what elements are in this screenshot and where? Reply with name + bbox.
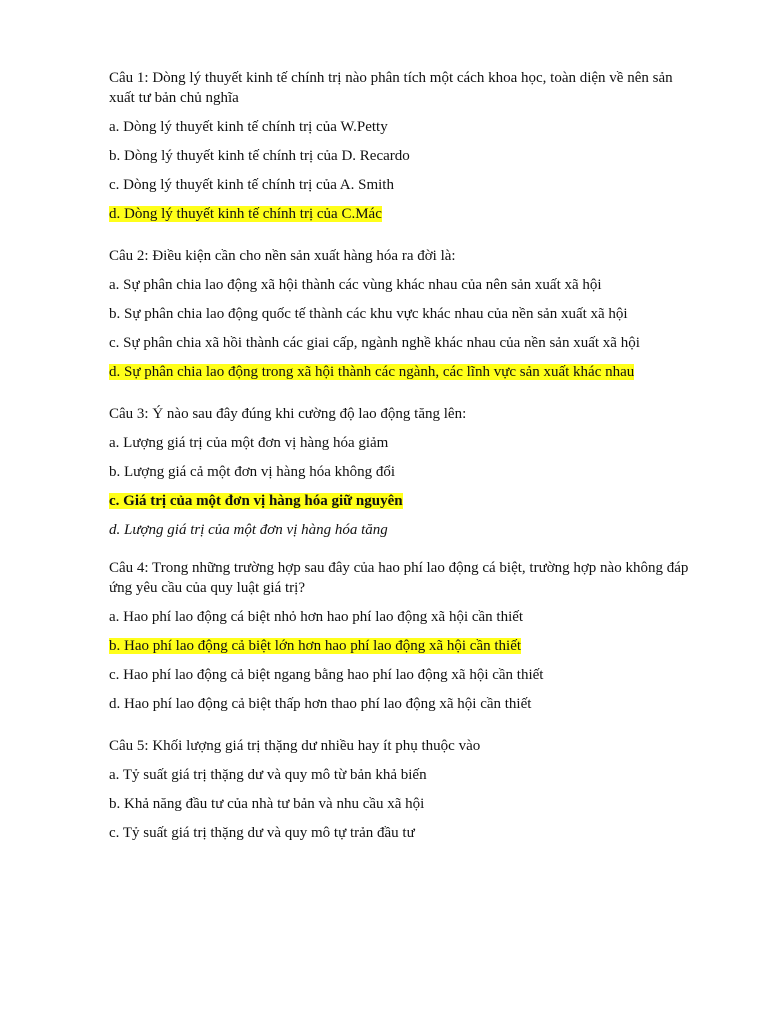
question-5-option-a: a. Tỷ suất giá trị thặng dư và quy mô từ bản khả biến [109, 767, 427, 783]
question-2-option-a: a. Sự phân chia lao động xã hội thành các vùng khác nhau của nên sản xuất xã hội [109, 277, 602, 293]
question-1 [109, 68, 695, 224]
question-5-option-b: b. Khả năng đầu tư của nhà tư bản và nhu cầu xã hội [109, 796, 425, 812]
question-4-option-d: d. Hao phí lao động cả biệt thấp hơn thao phí lao động xã hội cần thiết [109, 696, 532, 712]
question-2-text: Câu 2: Điều kiện cần cho nền sản xuất hàng hóa ra đời là: [109, 248, 456, 264]
question-4 [109, 558, 695, 714]
question-2-option-b: b. Sự phân chia lao động quốc tế thành các khu vực khác nhau của nền sản xuất xã hội [109, 306, 628, 322]
answer-highlight: d. Sự phân chia lao động trong xã hội thành các ngành, các lĩnh vực sản xuất khác nhau [109, 364, 635, 380]
question-4-option-a: a. Hao phí lao động cá biệt nhỏ hơn hao phí lao động xã hội cần thiết [109, 609, 524, 625]
question-4-option-b [109, 636, 695, 656]
question-1-option-b: b. Dòng lý thuyết kinh tế chính trị của D. Recardo [109, 148, 410, 164]
question-2 [109, 246, 695, 382]
question-3-option-a: a. Lượng giá trị của một đơn vị hàng hóa giảm [109, 435, 389, 451]
question-2-option-d [109, 362, 695, 382]
question-5 [109, 736, 695, 843]
question-1-text: Câu 1: Dòng lý thuyết kinh tế chính trị nào phân tích một cách khoa học, toàn diện về nên sản xuất tư bản chủ nghĩa [109, 70, 673, 106]
question-5-option-c: c. Tỷ suất giá trị thặng dư và quy mô tự trản đầu tư [109, 825, 415, 841]
question-3-text: Câu 3: Ý nào sau đây đúng khi cường độ lao động tăng lên: [109, 406, 467, 422]
question-1-option-a: a. Dòng lý thuyết kinh tế chính trị của W.Petty [109, 119, 388, 135]
question-3-option-d: d. Lượng giá trị của một đơn vị hàng hóa tăng [109, 522, 388, 538]
question-4-text: Câu 4: Trong những trường hợp sau đây của hao phí lao động cá biệt, trường hợp nào không đáp ứng yêu cầu của quy luật giá trị? [109, 560, 689, 596]
question-2-option-c: c. Sự phân chia xã hồi thành các giai cấp, ngành nghề khác nhau của nền sản xuất xã hội [109, 335, 640, 351]
answer-highlight: d. Dòng lý thuyết kinh tế chính trị của C.Mác [109, 206, 382, 222]
answer-highlight: b. Hao phí lao động cả biệt lớn hơn hao phí lao động xã hội cần thiết [109, 638, 522, 654]
question-5-text: Câu 5: Khối lượng giá trị thặng dư nhiều hay ít phụ thuộc vào [109, 738, 481, 754]
question-3 [109, 404, 695, 540]
question-1-option-c: c. Dòng lý thuyết kinh tế chính trị của A. Smith [109, 177, 394, 193]
question-3-option-c [109, 491, 695, 511]
question-4-option-c: c. Hao phí lao động cả biệt ngang bằng hao phí lao động xã hội cần thiết [109, 667, 544, 683]
answer-highlight: c. Giá trị của một đơn vị hàng hóa giữ nguyên [109, 493, 403, 509]
question-1-option-d [109, 204, 695, 224]
question-3-option-b: b. Lượng giá cả một đơn vị hàng hóa không đổi [109, 464, 396, 480]
document-page [109, 68, 695, 843]
